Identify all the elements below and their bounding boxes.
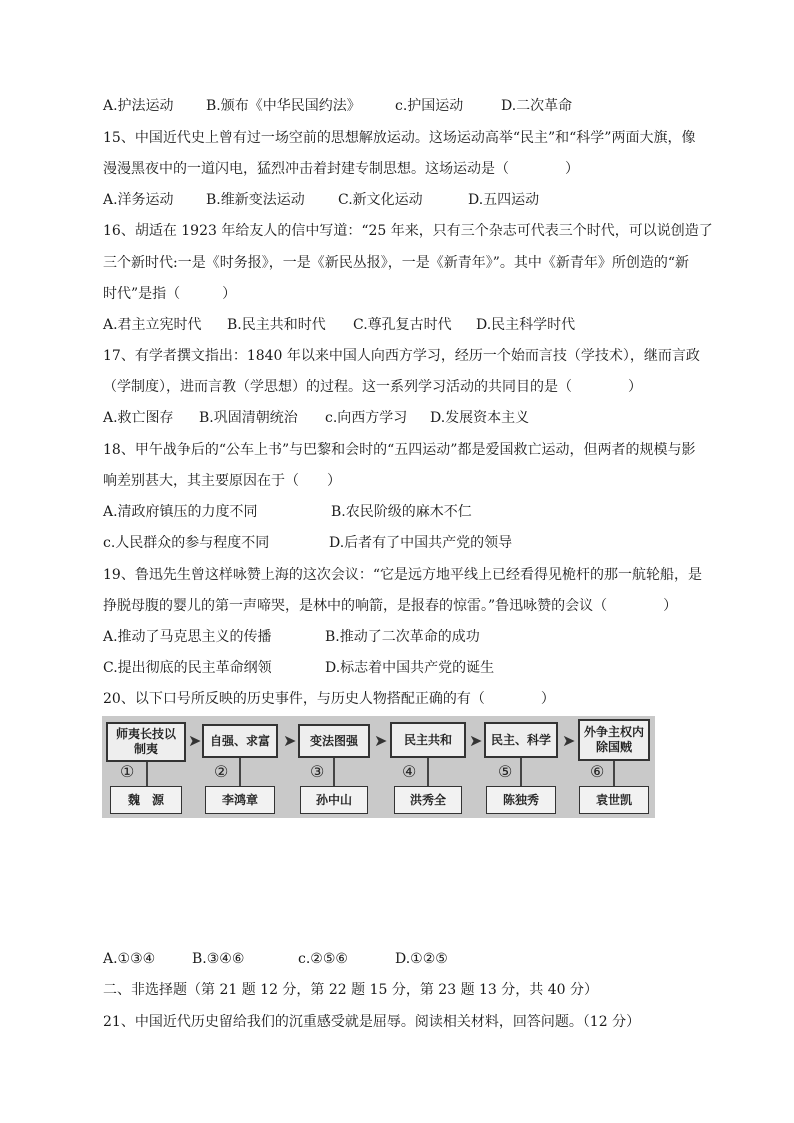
slogan-text-5: 民主、科学 <box>490 732 551 747</box>
q18-option-c: c.人民群众的参与程度不同 <box>103 535 270 551</box>
slogan-box-4 <box>390 722 466 758</box>
q17-option-d: D.发展资本主义 <box>430 410 530 426</box>
q19-stem-line2: 挣脱母腹的婴儿的第一声啼哭，是林中的响箭，是报春的惊雷。”鲁迅咏赞的会议（ ） <box>103 598 678 614</box>
q15-stem-line2: 漫漫黑夜中的一道闪电，猛烈冲击着封建专制思想。这场运动是（ ） <box>103 161 579 177</box>
number-label-6: ⑥ <box>590 762 605 781</box>
connector-line <box>333 758 335 786</box>
q19-option-a: A.推动了马克思主义的传播 <box>103 629 272 645</box>
number-label-4: ④ <box>402 762 417 781</box>
connector-line <box>520 758 522 786</box>
connector-line <box>613 761 615 786</box>
slogan-text-3: 变法图强 <box>309 733 358 748</box>
person-box-1 <box>110 786 182 814</box>
q20-stem: 20、以下口号所反映的历史事件，与历史人物搭配正确的有（ ） <box>103 691 555 707</box>
q17-stem-line2: （学制度），进而言教（学思想）的过程。这一系列学习活动的共同目的是（ ） <box>103 379 642 395</box>
q16-stem-line2: 三个新时代:一是《时务报》，一是《新民丛报》，一是《新青年》”。其中《新青年》所创造的“新 <box>103 255 690 271</box>
q19-stem-line1: 19、鲁迅先生曾这样咏赞上海的这次会议：“它是远方地平线上已经看得见桅杆的那一航轮船，是 <box>103 567 702 583</box>
slogan-text-4: 民主共和 <box>403 732 452 747</box>
q14-option-d: D.二次革命 <box>501 98 573 114</box>
q15-option-a: A.洋务运动 <box>103 192 174 208</box>
slogan-box-1 <box>106 722 186 762</box>
slogan-box-2 <box>202 724 278 758</box>
person-box-5 <box>486 786 556 814</box>
q20-slogan-figure <box>102 716 655 818</box>
q14-option-b: B.颁布《中华民国约法》 <box>206 98 361 114</box>
q16-option-b: B.民主共和时代 <box>227 317 326 333</box>
q17-stem-line1: 17、有学者撰文指出：1840 年以来中国人向西方学习，经历一个始而言技（学技术），继而言政 <box>103 348 700 364</box>
person-name-1: 魏 源 <box>127 793 164 807</box>
person-name-4: 洪秀全 <box>409 793 446 807</box>
person-name-2: 李鸿章 <box>221 793 258 807</box>
q16-option-a: A.君主立宪时代 <box>103 317 202 333</box>
connector-line <box>146 762 148 786</box>
q15-stem-line1: 15、中国近代史上曾有过一场空前的思想解放运动。这场运动高举“民主”和“科学”两面大旗，像 <box>103 130 696 146</box>
number-label-2: ② <box>214 762 229 781</box>
slogan-text-2: 自强、求富 <box>209 733 270 748</box>
section-2-heading: 二、非选择题（第 21 题 12 分，第 22 题 15 分，第 23 题 13 分，共 40 分） <box>103 982 599 998</box>
q19-option-b: B.推动了二次革命的成功 <box>325 629 480 645</box>
person-box-3 <box>300 786 368 814</box>
arrow-right-icon: ➤ <box>283 731 297 750</box>
q15-option-c: C.新文化运动 <box>338 192 423 208</box>
q16-stem-line1: 16、胡适在 1923 年给友人的信中写道：“25 年来，只有三个杂志可代表三个时代，可以说创造了 <box>103 223 713 239</box>
q17-option-a: A.救亡图存 <box>103 410 174 426</box>
number-label-1: ① <box>120 762 135 781</box>
q20-option-a: A.①③④ <box>103 951 156 967</box>
q16-option-c: C.尊孔复古时代 <box>353 317 452 333</box>
slogan-box-6 <box>578 719 650 761</box>
connector-line <box>239 758 241 786</box>
person-box-4 <box>394 786 462 814</box>
person-box-6 <box>579 786 649 814</box>
q17-option-c: c.向西方学习 <box>325 410 408 426</box>
q20-option-b: B.③④⑥ <box>192 951 245 967</box>
q19-option-d: D.标志着中国共产党的诞生 <box>325 660 495 676</box>
q19-option-c: C.提出彻底的民主革命纲领 <box>103 660 272 676</box>
q21-stem: 21、中国近代历史留给我们的沉重感受就是屈辱。阅读相关材料，回答问题。（12 分） <box>103 1014 641 1030</box>
person-box-2 <box>205 786 275 814</box>
slogan-text-6: 外争主权内除国贼 <box>584 725 645 754</box>
q18-option-d: D.后者有了中国共产党的领导 <box>329 535 513 551</box>
q14-option-c: c.护国运动 <box>395 98 464 114</box>
q20-option-c: c.②⑤⑥ <box>298 951 348 967</box>
arrow-right-icon: ➤ <box>469 731 483 750</box>
q17-option-b: B.巩固清朝统治 <box>199 410 298 426</box>
arrow-right-icon: ➤ <box>562 731 576 750</box>
connector-line <box>427 758 429 786</box>
number-label-3: ③ <box>310 762 325 781</box>
q18-option-a: A.清政府镇压的力度不同 <box>103 504 258 520</box>
q14-option-a: A.护法运动 <box>103 98 174 114</box>
arrow-right-icon: ➤ <box>188 731 202 750</box>
q18-stem-line2: 响差别甚大，其主要原因在于（ ） <box>103 473 341 489</box>
slogan-box-5 <box>484 722 558 758</box>
q16-stem-line3: 时代”是指（ ） <box>103 286 237 302</box>
person-name-3: 孙中山 <box>315 793 352 807</box>
q18-option-b: B.农民阶级的麻木不仁 <box>331 504 472 520</box>
q20-option-d: D.①②⑤ <box>395 951 448 967</box>
q18-stem-line1: 18、甲午战争后的“公车上书”与巴黎和会时的“五四运动”都是爱国救亡运动，但两者的规模与影 <box>103 442 696 458</box>
person-name-5: 陈独秀 <box>502 793 539 807</box>
q15-option-d: D.五四运动 <box>468 192 540 208</box>
q16-option-d: D.民主科学时代 <box>476 317 576 333</box>
arrow-right-icon: ➤ <box>374 731 388 750</box>
q15-option-b: B.维新变法运动 <box>206 192 305 208</box>
slogan-box-3 <box>298 724 370 758</box>
person-name-6: 袁世凯 <box>595 793 632 807</box>
slogan-text-1: 师夷长技以制夷 <box>116 727 177 756</box>
number-label-5: ⑤ <box>498 762 513 781</box>
